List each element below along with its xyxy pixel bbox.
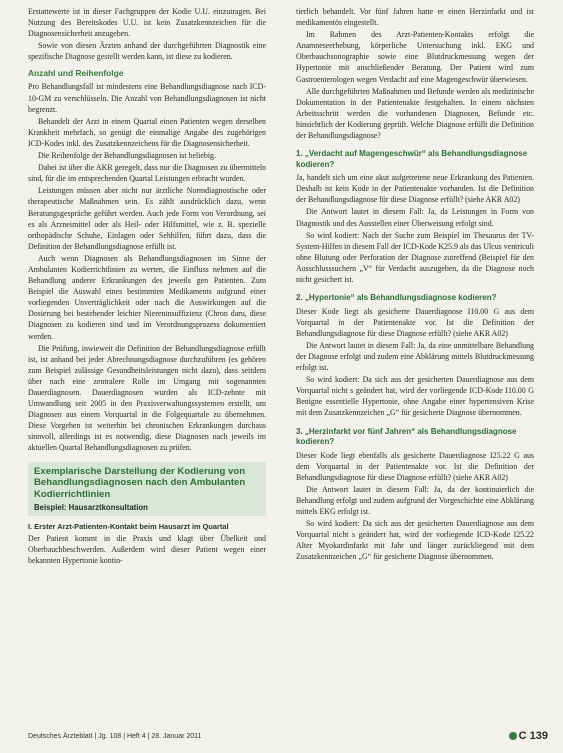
section-heading: Anzahl und Reihenfolge xyxy=(28,68,124,79)
paragraph: Dabei ist über die AKR geregelt, dass nur die Diagnosen zu übermitteln sind, für die im entsprechenden Quartal Leistungen erbracht wurden. xyxy=(28,163,266,184)
paragraph: Die Antwort lautet in diesem Fall: Ja, da der kontinuierlich die Behandlung erfolgt und zudem aufgrund der Vorgeschichte eine Abklärung mittels EKG erfolgt ist. xyxy=(296,484,534,516)
paragraph: Auch wenn Diagnosen als Behandlungsdiagnosen im Sinne der Ambulanten Kodierrichtlinien zu werten, die Einfluss nehmen auf die Behandlung anderer Erkrankungen des jeweils gen Patienten. Zum Beispiel die Auswahl eines bestimmten Medikaments aufgrund einer vorliegenden Unverträglichkeit oder nach die Auswirkungen auf die Dosierung bei bestehender leichter Niereninsuffizienz (Chron daru, diese Diagnosen zu kodieren sind und im Verordnungsprozess dokumentiert werden. xyxy=(28,253,266,341)
paragraph: Erstattewerte ist in dieser Fachgruppen der Kodie U.U. einzutragen. Bei Nutzung des Bereitskodes U.U. ist kein Zusatzkennzeichen für die Diagnosensicherheit anzugeben. xyxy=(28,7,266,39)
page-number-text: C 139 xyxy=(518,730,548,742)
example-box-subtitle: Beispiel: Hausarztkonsultation xyxy=(34,503,148,513)
paragraph: Die Antwort lautet in diesem Fall: Ja, da Leistungen in Form von Diagnostik und des Ausstellen einer Überweisung erfolgt sind. xyxy=(296,207,534,228)
paragraph: Leistungen müssen aber nicht nur ärztliche Normdiagnostische oder therapeutische Maßnahmen sein. Es zählt ausdrücklich dazu, wenn Beratungsgespräche geführt werden. Auch jede Form von Verordnung, sei es als Arzneimittel oder als Heil- oder Hilfsmittel, wie z. B. spezielle orthopädische Schuhe, Einlagen oder Sehhilfen, führt dazu, dass die Definition der Behandlungsdiagnose erfüllt ist. xyxy=(28,186,266,251)
paragraph: Ja, handelt sich um eine akut aufgetretene neue Erkrankung des Patienten. Deshalb ist kein Kode in der Patientenakte vorhanden. Ist die Definition der Behandlungsdiagnose für diese Diagnose erfüllt? (siehe AKR A02) xyxy=(296,173,534,205)
subsection-heading: I. Erster Arzt-Patienten-Kontakt beim Hausarzt im Quartal xyxy=(28,522,229,532)
paragraph: So wird kodiert: Da sich aus der gesicherten Dauerdiagnose aus dem Vorquartal nicht s geändert hat, wird der vorliegende ICD-Kode I25.22 Alter Myokardinfarkt mit Jahr und länger zurückliegend mit dem Zusatzkennzeichen „G“ für gesicherte Diagnose übernommen. xyxy=(296,519,534,562)
question-heading-2: 2. „Hypertonie“ als Behandlungsdiagnose kodieren? xyxy=(296,293,497,303)
paragraph: Alle durchgeführten Maßnahmen und Befunde werden als medizinische Dokumentation in der Patientenakte festgehalten. In einem nächsten Arbeitsschritt werden die vorhandenen Diagnosen, Befunde etc. hinsichtlich der Kodierung geprüft. Welche Diagnose erfüllt die Definition der Behandlungsdiagnose? xyxy=(296,86,534,141)
page-footer xyxy=(28,732,548,744)
question-heading-1: 1. „Verdacht auf Magengeschwür“ als Behandlungsdiagnose kodieren? xyxy=(296,149,528,169)
right-column xyxy=(296,6,534,563)
paragraph: Sowie von diesen Ärzten anhand der durchgeführten Diagnostik eine spezifische Diagnose gestellt werden kann, ist diese zu kodieren. xyxy=(28,41,266,62)
paragraph: Die Antwort lautet in diesem Fall: Ja, da eine unmittelbare Behandlung der Diagnose erfolgt und zudem eine Abklärung mittels Blutdruckmessung erfolgt ist. xyxy=(296,340,534,373)
paragraph: Dieser Kode liegt als gesicherte Dauerdiagnose I10.00 G aus dem Vorquartal in der Patientenakte vor. Ist die Definition der Behandlungsdiagnose für diese Diagnose erfüllt? (siehe AKR A02) xyxy=(296,306,534,338)
paragraph: Die Prüfung, inwieweit die Definition der Behandlungsdiagnose erfüllt ist, ist anhand bei jeder Abrechnungsdiagnose durchzuführen (es gehören zum Beispiel zulässige Gesundheitsleistungen nicht dazu), dass seitdem über nach eine zentralere Rolle im Umgang mit sogenannten Dauerdiagnosen. Dauerdiagnosen wurden als ICD-zehnte mit Umwandlung seit 2005 in den Praxisverwaltungssystemen erstellt, um Diagnosen aus einem Vorquartal in die Folgequartale zu übernehmen. Diese Vorgehen ist weiterhin bei chronischen Erkrankungen durchaus sinnvoll, allerdings ist es notwendig, diese Diagnosen nach jeweils im aktuellen Quartal Behandlungsdiagnosen zu prüfen. xyxy=(28,343,266,453)
paragraph: tierlich behandelt. Vor fünf Jahren hatte er einen Herzinfarkt und ist medikamentös eingestellt. xyxy=(296,7,534,28)
paragraph: Die Reihenfolge der Behandlungsdiagnosen ist beliebig. xyxy=(38,151,216,161)
paragraph: Der Patient kommt in die Praxis und klagt über Übelkeit und Oberbauchbeschwerden. Außerdem wird dieser Patient wegen einer bekannten Hypertonie kontin- xyxy=(28,534,266,566)
journal-mark-icon xyxy=(509,732,517,740)
journal-citation: Deutsches Ärzteblatt | Jg. 108 | Heft 4 | 28. Januar 2011 xyxy=(28,733,202,740)
paragraph: Behandelt der Arzt in einem Quartal einen Patienten wegen derselben Krankheit mehrfach, so genügt die einmalige Angabe des zugehörigen ICD-Kodes inkl. des Zusatzkennzeichens für die Diagnosensicherheit. xyxy=(28,116,266,148)
paragraph: Pro Behandlungsfall ist mindestens eine Behandlungsdiagnose nach ICD-10-GM zu verschlüsseln. Die Anzahl von Behandlungsdiagnosen ist nicht begrenzt. xyxy=(28,82,266,114)
left-column xyxy=(28,6,266,567)
paragraph: Dieser Kode liegt ebenfalls als gesicherte Dauerdiagnose I25.22 G aus dem Vorquartal in der Patientenakte vor. Ist die Definition der Behandlungsdiagnose für diese Diagnose erfüllt? (siehe AKR A02) xyxy=(296,450,534,482)
example-box xyxy=(28,462,266,517)
paragraph: Im Rahmen des Arzt-Patienten-Kontakts erfolgt die Anamneseerhebung, körperliche Untersuchung inkl. EKG und Oberbauchsonographie sowie eine Blutdruckmessung wegen der Hypertonie mit anschließender Beratung. Der Patient wird zum Gastroenterologen wegen Verdacht auf eine Magengeschwür überwiesen. xyxy=(296,30,534,84)
page-number xyxy=(509,730,548,742)
example-box-title: Exemplarische Darstellung der Kodierung von Behandlungsdiagnosen nach den Ambulanten Kodierrichtlinien xyxy=(34,465,246,500)
paragraph: So wird kodiert: Da sich aus der gesicherten Dauerdiagnose aus dem Vorquartal nicht s geändert hat, wird der vorliegende ICD-Kode I10.00 G Benigne essentielle Hypertonie, ohne Angabe einer hypertensiven Krise mit dem Zusatzkennzeichen „G“ für gesicherte Diagnose übernommen. xyxy=(296,375,534,418)
question-heading-3: 3. „Herzinfarkt vor fünf Jahren“ als Behandlungsdiagnose kodieren? xyxy=(296,426,517,446)
paragraph: So wird kodiert: Nach der Suche zum Beispiel im Thesaurus der TV-System-Hilfen in diesem Fall der ICD-Kode K25.9 als das Ulcus ventriculi ohne Blutung oder Perforation der Diagnose zutreffend (Beispiel für den Ausschlusssuchern „V“ für Verdacht auszugeben, da die Diagnose noch nicht gesichert ist. xyxy=(296,230,534,284)
